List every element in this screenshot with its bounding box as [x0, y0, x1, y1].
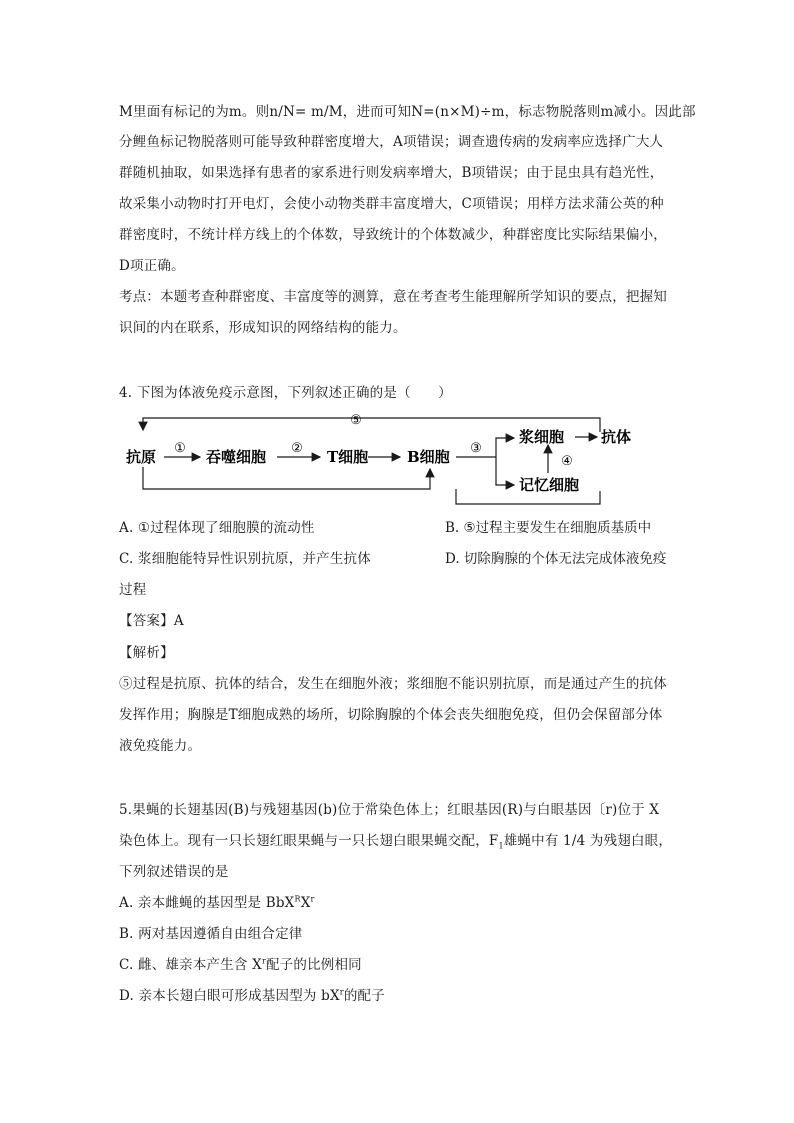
antibody-label: 抗体	[601, 428, 632, 446]
analysis-line-1: M里面有标记的为m。则n/N= m/M，进而可知N=(n×M)÷m，标志物脱落则m减小。因此部	[119, 104, 696, 120]
analysis-line-6: D项正确。	[119, 258, 185, 274]
q5-stem-1: 5.果蝇的长翅基因(B)与残翅基因(b)位于常染色体上；红眼基因(R)与白眼基因〔r)位于 X	[119, 802, 660, 818]
q4-option-a: A. ①过程体现了细胞膜的流动性	[119, 520, 315, 536]
antigen-label: 抗原	[126, 448, 157, 466]
immune-diagram	[0, 405, 794, 515]
answer-tag: 【答案】	[119, 613, 174, 629]
analysis-line-2: 分鲤鱼标记物脱落则可能导致种群密度增大，A项错误；调查遗传病的发病率应选择广大人	[119, 134, 664, 150]
q5-stem-3: 下列叙述错误的是	[119, 864, 229, 880]
q5-option-d: D. 亲本长翅白眼可形成基因型为 $bX^r$的配子	[119, 987, 385, 1004]
branch-to-plasma	[496, 438, 514, 457]
q4-stem: 4. 下图为体液免疫示意图，下列叙述正确的是（ ）	[119, 385, 452, 401]
q5-option-b: B. 两对基因遵循自由组合定律	[119, 926, 303, 942]
branch-to-memory	[496, 457, 514, 485]
q4-analysis-line-2: 发挥作用；胸腺是T细胞成熟的场所，切除胸腺的个体会丧失细胞免疫，但仍会保留部分体	[119, 707, 663, 723]
phagocyte-label: 吞噬细胞	[206, 448, 267, 466]
step1-label: ①	[174, 441, 186, 456]
step2-label: ②	[291, 441, 303, 456]
bcell-label: B细胞	[407, 448, 450, 466]
q4-option-b: B. ⑤过程主要发生在细胞质基质中	[445, 520, 652, 536]
q4-option-c: C. 浆细胞能特异性识别抗原，并产生抗体	[119, 551, 371, 567]
plasma-label: 浆细胞	[519, 428, 565, 446]
analysis-line-3: 群随机抽取，如果选择有患者的家系进行则发病率增大，B项错误；由于昆虫具有趋光性，	[119, 165, 664, 181]
q5-option-c: C. 雌、雄亲本产生含 $X^r$配子的比例相同	[119, 956, 362, 973]
step4-label: ④	[561, 454, 573, 469]
q4-answer	[119, 611, 184, 631]
q4-option-d-cont: 过程	[119, 582, 147, 598]
step5-label: ⑤	[350, 413, 362, 428]
q4-option-d: D. 切除胸腺的个体无法完成体液免疫	[445, 551, 667, 567]
tcell-label: T细胞	[327, 448, 369, 466]
q5-option-a: A. 亲本雌蝇的基因型是 $BbX^RX^r$	[119, 894, 315, 911]
q5-stem-2: 染色体上。现有一只长翅红眼果蝇与一只长翅白眼果蝇交配，$F_1$雄蝇中有 1/4 为残翅白眼，	[119, 833, 673, 851]
kaodian-line-1: 考点：本题考查种群密度、丰富度等的测算，意在考查考生能理解所学知识的要点，把握知	[119, 289, 667, 305]
q4-analysis-tag: 【解析】	[119, 645, 174, 661]
analysis-line-5: 群密度时，不统计样方线上的个体数，导致统计的个体数减少，种群密度比实际结果偏小，	[119, 227, 667, 243]
q4-analysis-line-1: ⑤过程是抗原、抗体的结合，发生在细胞外液；浆细胞不能识别抗原，而是通过产生的抗体	[119, 676, 667, 692]
kaodian-line-2: 识间的内在联系，形成知识的网络结构的能力。	[119, 320, 407, 336]
answer-value: A	[173, 613, 184, 629]
analysis-line-4: 故采集小动物时打开电灯，会使小动物类群丰富度增大，C项错误；用样方法求蒲公英的种	[119, 196, 664, 212]
antigen-to-bcell-path	[143, 467, 430, 489]
q4-analysis-line-3: 液免疫能力。	[119, 738, 202, 754]
step3-label: ③	[470, 441, 482, 456]
memory-label: 记忆细胞	[519, 476, 580, 494]
